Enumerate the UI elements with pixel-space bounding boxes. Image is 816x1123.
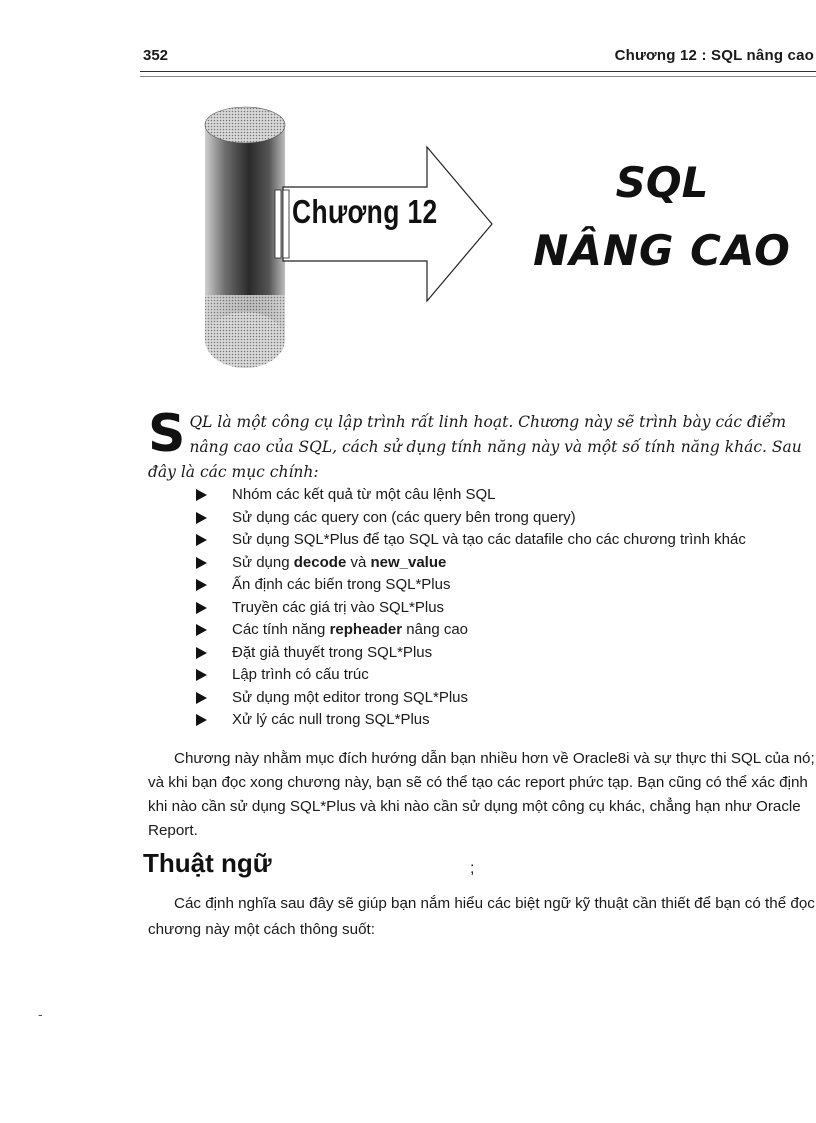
list-item: Sử dụng một editor trong SQL*Plus <box>196 687 816 710</box>
chapter-label: Chương 12 <box>292 193 438 230</box>
page-number: 352 <box>143 47 169 64</box>
chapter-graphic <box>195 95 495 375</box>
triangle-bullet-icon <box>196 489 207 501</box>
section-heading: Thuật ngữ <box>143 848 272 878</box>
section-paragraph: Các định nghĩa sau đây sẽ giúp bạn nắm hiểu các biệt ngữ kỹ thuật cần thiết để bạn có thể đọc chương này một cách thông suốt: <box>148 895 815 938</box>
triangle-bullet-icon <box>196 602 207 614</box>
topic-list <box>196 484 816 732</box>
list-item: Xử lý các null trong SQL*Plus <box>196 709 816 732</box>
keyword-decode: decode <box>293 553 347 571</box>
triangle-bullet-icon <box>196 714 207 726</box>
list-item: Ấn định các biến trong SQL*Plus <box>196 574 816 597</box>
running-title: Chương 12 : SQL nâng cao <box>614 47 814 64</box>
list-item: Lập trình có cấu trúc <box>196 664 816 687</box>
list-item: Đặt giả thuyết trong SQL*Plus <box>196 642 816 665</box>
stray-mark: ; <box>470 860 475 877</box>
list-item: Các tính năng repheader nâng cao <box>196 619 816 642</box>
triangle-bullet-icon <box>196 512 207 524</box>
connector-bar <box>275 190 281 258</box>
keyword-new-value: new_value <box>370 553 447 571</box>
triangle-bullet-icon <box>196 557 207 569</box>
dropcap: S <box>148 404 186 464</box>
margin-mark: - <box>38 1006 43 1022</box>
body-paragraph: Chương này nhằm mục đích hướng dẫn bạn nhiều hơn về Oracle8i và sự thực thi SQL của nó; và khi bạn đọc xong chương này, bạn sẽ có thể tạo các report phức tạp. Bạn cũng có thể xác định khi nào cần sử dụng SQL*Plus và khi nào cần sử dụng một công cụ khác, chẳng hạn như Oracle Report. <box>148 750 815 839</box>
list-item: Nhóm các kết quả từ một câu lệnh SQL <box>196 484 816 507</box>
intro-text: QL là một công cụ lập trình rất linh hoạt. Chương này sẽ trình bày các điểm nâng cao của SQL, cách sử dụng tính năng này và một số tính năng khác. Sau đây là các mục chính: <box>148 413 802 481</box>
header-rule <box>140 71 816 72</box>
list-item: Truyền các giá trị vào SQL*Plus <box>196 597 816 620</box>
keyword-repheader: repheader <box>329 621 403 638</box>
cylinder-top <box>205 107 285 143</box>
intro-paragraph <box>148 404 816 485</box>
triangle-bullet-icon <box>196 692 207 704</box>
list-item: Sử dụng SQL*Plus để tạo SQL và tạo các datafile cho các chương trình khác <box>196 529 816 552</box>
chapter-title-line1: SQL <box>615 158 709 207</box>
chapter-title-line2: NÂNG CAO <box>533 226 791 275</box>
triangle-bullet-icon <box>196 579 207 591</box>
connector-bar <box>283 190 289 258</box>
list-item: Sử dụng các query con (các query bên trong query) <box>196 507 816 530</box>
triangle-bullet-icon <box>196 534 207 546</box>
triangle-bullet-icon <box>196 624 207 636</box>
list-item: Sử dụng decode và new_value <box>196 552 816 575</box>
header-rule-secondary <box>140 76 816 77</box>
triangle-bullet-icon <box>196 647 207 659</box>
triangle-bullet-icon <box>196 669 207 681</box>
